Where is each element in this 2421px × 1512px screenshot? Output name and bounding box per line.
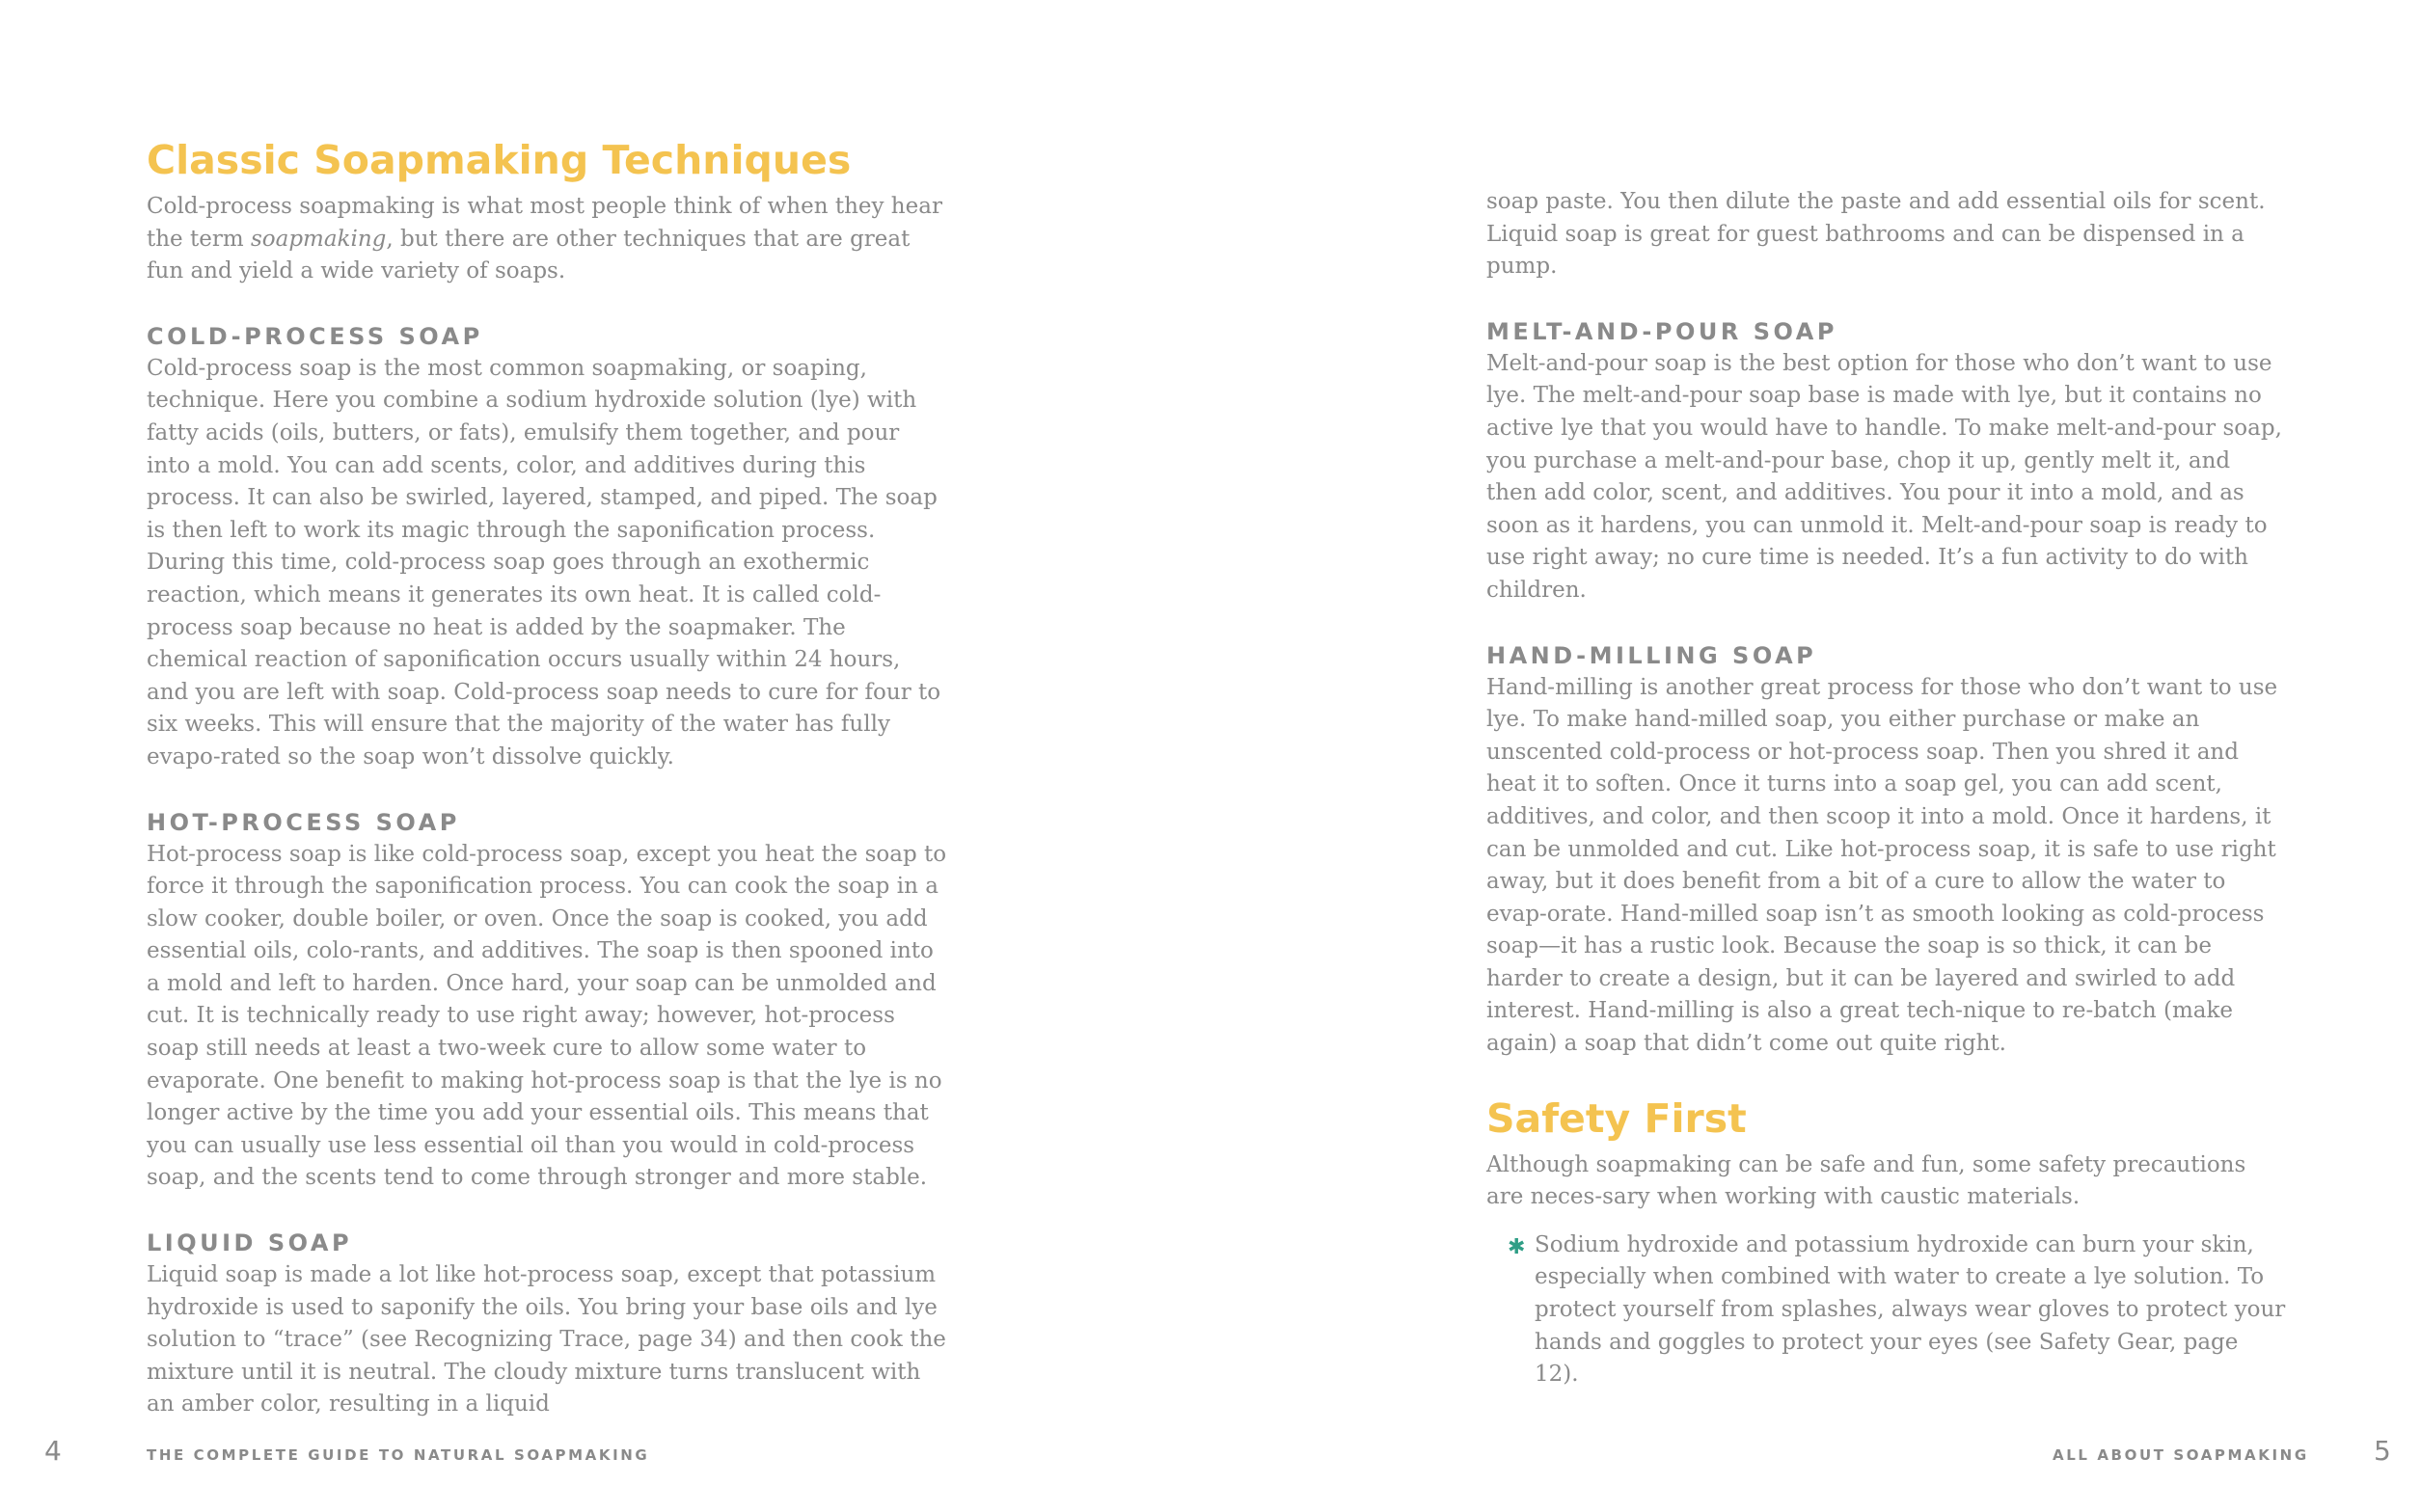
left-page (0, 0, 1210, 1512)
continuation-paragraph: soap paste. You then dilute the paste and add essential oils for scent. Liquid soap is great for guest bathrooms and can be dispensed in a pump. (1486, 189, 2266, 280)
page-title: Classic Soapmaking Techniques (147, 137, 852, 183)
section-text-liquid: Liquid soap is made a lot like hot-process soap, except that potassium hydroxide is used to saponify the oils. You bring your base oils and lye solution to “trace” (see Recognizing Trace, page 34) and then cook the mixture until it is neutral. The cloudy mixture turns translucent with an amber color, resulting in a liquid (147, 1262, 946, 1418)
section-heading-liquid: LIQUID SOAP (147, 1229, 353, 1257)
page-number: 4 (44, 1435, 62, 1467)
right-page (1210, 0, 2421, 1512)
safety-title: Safety First (1486, 1094, 1747, 1142)
section-heading-melt-and-pour: MELT-AND-POUR SOAP (1486, 317, 1837, 345)
running-head: THE COMPLETE GUIDE TO NATURAL SOAPMAKING (147, 1446, 650, 1464)
intro-emphasis: soapmaking (250, 226, 387, 252)
safety-list (1486, 1229, 2287, 1391)
right-column (1486, 186, 2287, 1391)
section-text-hot-process: Hot-process soap is like cold-process soap, except you heat the soap to force it through the saponification process. You can cook the soap in a slow cooker, double boiler, or oven. Once the soap is cooked, you add essential oils, colo-rants, and additives. The soap is then spooned into a mold and left to harden. Once hard, your soap can be unmolded and cut. It is technically ready to use right away; however, hot-process soap still needs at least a two-week cure to allow some water to evaporate. One benefit to making hot-process soap is that the lye is no longer active by the time you add your essential oils. This means that you can usually use less essential oil than you would in cold-process soap, and the scents tend to come through stronger and more stable. (147, 841, 947, 1191)
section-text-hand-milling: Hand-milling is another great process for those who don’t want to use lye. To make hand-milled soap, you either purchase or make an unscented cold-process or hot-process soap. Then you shred it and heat it to soften. Once it turns into a soap gel, you can add scent, additives, and color, and then scoop it into a mold. Once it hardens, it can be unmolded and cut. Like hot-process soap, it is safe to use right away, but it does benefit from a bit of a cure to allow the water to evap-orate. Hand-milled soap isn’t as smooth looking as cold-process soap—it has a rustic look. Because the soap is so thick, it can be harder to create a design, but it can be layered and swirled to add interest. Hand-milling is also a great tech-nique to re-batch (make again) a soap that didn’t come out quite right. (1486, 674, 2278, 1057)
section-heading-cold-process: COLD-PROCESS SOAP (147, 322, 483, 350)
left-column (147, 135, 947, 1421)
list-item (1486, 1229, 2287, 1391)
section-heading-hot-process: HOT-PROCESS SOAP (147, 808, 460, 836)
section-text-melt-and-pour: Melt-and-pour soap is the best option for those who don’t want to use lye. The melt-and-pour soap base is made with lye, but it contains no active lye that you would have to handle. To make melt-and-pour soap, you purchase a melt-and-pour base, chop it up, gently melt it, and then add color, scent, and additives. You pour it into a mold, and as soon as it hardens, you can unmold it. Melt-and-pour soap is ready to use right away; no cure time is needed. It’s a fun activity to do with children. (1486, 350, 2282, 603)
safety-intro: Although soapmaking can be safe and fun, some safety precautions are neces-sary when working with caustic materials. (1486, 1151, 2246, 1210)
intro-paragraph (147, 191, 947, 288)
asterisk-bullet-icon: ✱ (1508, 1234, 1526, 1259)
page-number: 5 (2374, 1435, 2391, 1467)
intro-text-end: , but there are other techniques that are great fun and yield a wide variety of soaps. (147, 226, 911, 284)
section-text-cold-process: Cold-process soap is the most common soapmaking, or soaping, technique. Here you combine a sodium hydroxide solution (lye) with fatty acids (oils, butters, or fats), emulsify them together, and pour into a mold. You can add scents, color, and additives during this process. It can also be swirled, layered, stamped, and piped. The soap is then left to work its magic through the saponification process. During this time, cold-process soap goes through an exothermic reaction, which means it generates its own heat. It is called cold-process soap because no heat is added by the soapmaker. The chemical reaction of saponification occurs usually within 24 hours, and you are left with soap. Cold-process soap needs to cure for four to six weeks. This will ensure that the majority of the water has fully evapo-rated so the soap won’t dissolve quickly. (147, 355, 941, 770)
section-heading-hand-milling: HAND-MILLING SOAP (1486, 641, 1817, 669)
bullet-text: Sodium hydroxide and potassium hydroxide can burn your skin, especially when combined with water to create a lye solution. To protect yourself from splashes, always wear gloves to protect your hands and goggles to protect your eyes (see Safety Gear, page 12). (1535, 1231, 2286, 1388)
intro-text-start: Cold-process soapmaking is what most people think of when they hear the term (147, 194, 942, 252)
running-head: ALL ABOUT SOAPMAKING (2053, 1446, 2309, 1464)
